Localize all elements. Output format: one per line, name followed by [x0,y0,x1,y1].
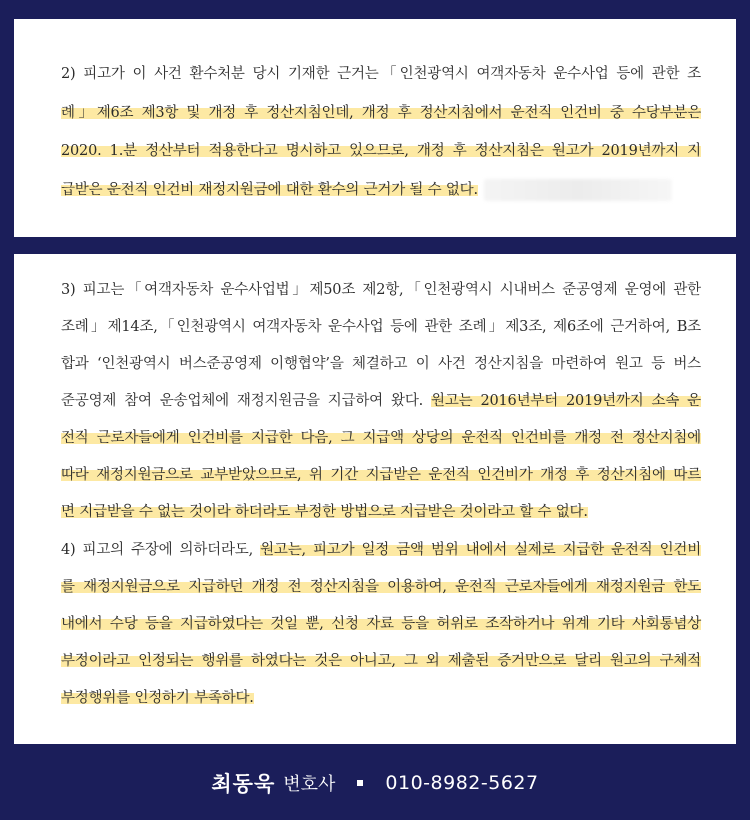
footer-bar [0,745,750,820]
text-line [61,457,701,494]
redacted-blur [484,179,672,201]
separator-square-icon [357,780,363,786]
text-line [61,606,701,643]
text-line: 조례」제14조,「인천광역시 여객자동차 운수사업 등에 관한 조례」제3조, 제6조에 근거하여, B조 [61,319,701,335]
highlight-text: 내에서 수당 등을 지급하였다는 것일 뿐, 신청 자료 등을 허위로 조작하거나 위계 기타 사회통념상 [61,616,701,632]
text-line [61,94,701,133]
text-line [61,132,701,171]
document-panel-top [14,19,736,237]
text-line [61,680,701,717]
highlight-text: 를 재정지원금으로 지급하던 개정 전 정산지침을 이용하여, 운전직 근로자들에게 재정지원금 한도 [61,579,701,595]
text-line [61,532,701,569]
highlight-text: 례」제6조 제3항 및 개정 후 정산지침인데, 개정 후 정산지침에서 운전직 인건비 중 수당부분은 [61,104,701,121]
highlight-text: 면 지급받을 수 없는 것이라 하더라도 부정한 방법으로 지급받은 것이라고 할 수 없다. [61,504,588,520]
text-line [61,420,701,457]
highlight-text: 원고는 2016년부터 2019년까지 소속 운 [431,393,701,409]
paragraph-3 [61,272,701,531]
text-line [61,55,701,94]
text-line: 3) 피고는「여객자동차 운수사업법」제50조 제2항,「인천광역시 시내버스 준공영제 운영에 관한 [61,282,701,298]
text-line [61,569,701,606]
text-line [61,383,701,420]
paragraph-2 [61,55,701,209]
lawyer-title: 변호사 [283,773,336,795]
lawyer-name: 최동욱 [211,771,276,796]
plain-text: 준공영제 참여 운송업체에 재정지원금을 지급하여 왔다. [61,393,432,409]
document-panel-bottom [14,254,736,744]
paragraph-4 [61,532,701,717]
highlight-text: 전직 근로자들에게 인건비를 지급한 다음, 그 지급액 상당의 운전직 인건비를 개정 전 정산지침에 [61,430,701,446]
line-prefix: 2) 피고가 이 사건 환수처분 당시 기재한 근거는「인천광역시 여객자동차 운수사업 등에 관한 조 [61,66,701,82]
highlight-text: 따라 재정지원금으로 교부받았으므로, 위 기간 지급받은 운전직 인건비가 개정 후 정산지침에 따르 [61,467,701,483]
highlight-text: 부정이라고 인정되는 행위를 하였다는 것은 아니고, 그 외 제출된 증거만으로 달리 원고의 구체적 [61,653,701,669]
text-line: 합과 ‘인천광역시 버스준공영제 이행협약’을 체결하고 이 사건 정산지침을 마련하여 원고 등 버스 [61,356,701,372]
text-line [61,494,701,531]
highlight-text: 2020. 1.분 정산부터 적용한다고 명시하고 있으므로, 개정 후 정산지침은 원고가 2019년까지 지 [61,143,701,159]
text-line [61,643,701,680]
plain-text: 4) 피고의 주장에 의하더라도, [61,542,261,558]
highlight-text: 부정행위를 인정하기 부족하다. [61,690,254,706]
text-line [61,171,701,210]
highlight-text: 급받은 운전직 인건비 재정지원금에 대한 환수의 근거가 될 수 없다. [61,181,478,198]
highlight-text: 원고는, 피고가 일정 금액 범위 내에서 실제로 지급한 운전직 인건비 [260,542,701,558]
phone-number[interactable]: 010-8982-5627 [385,771,539,794]
